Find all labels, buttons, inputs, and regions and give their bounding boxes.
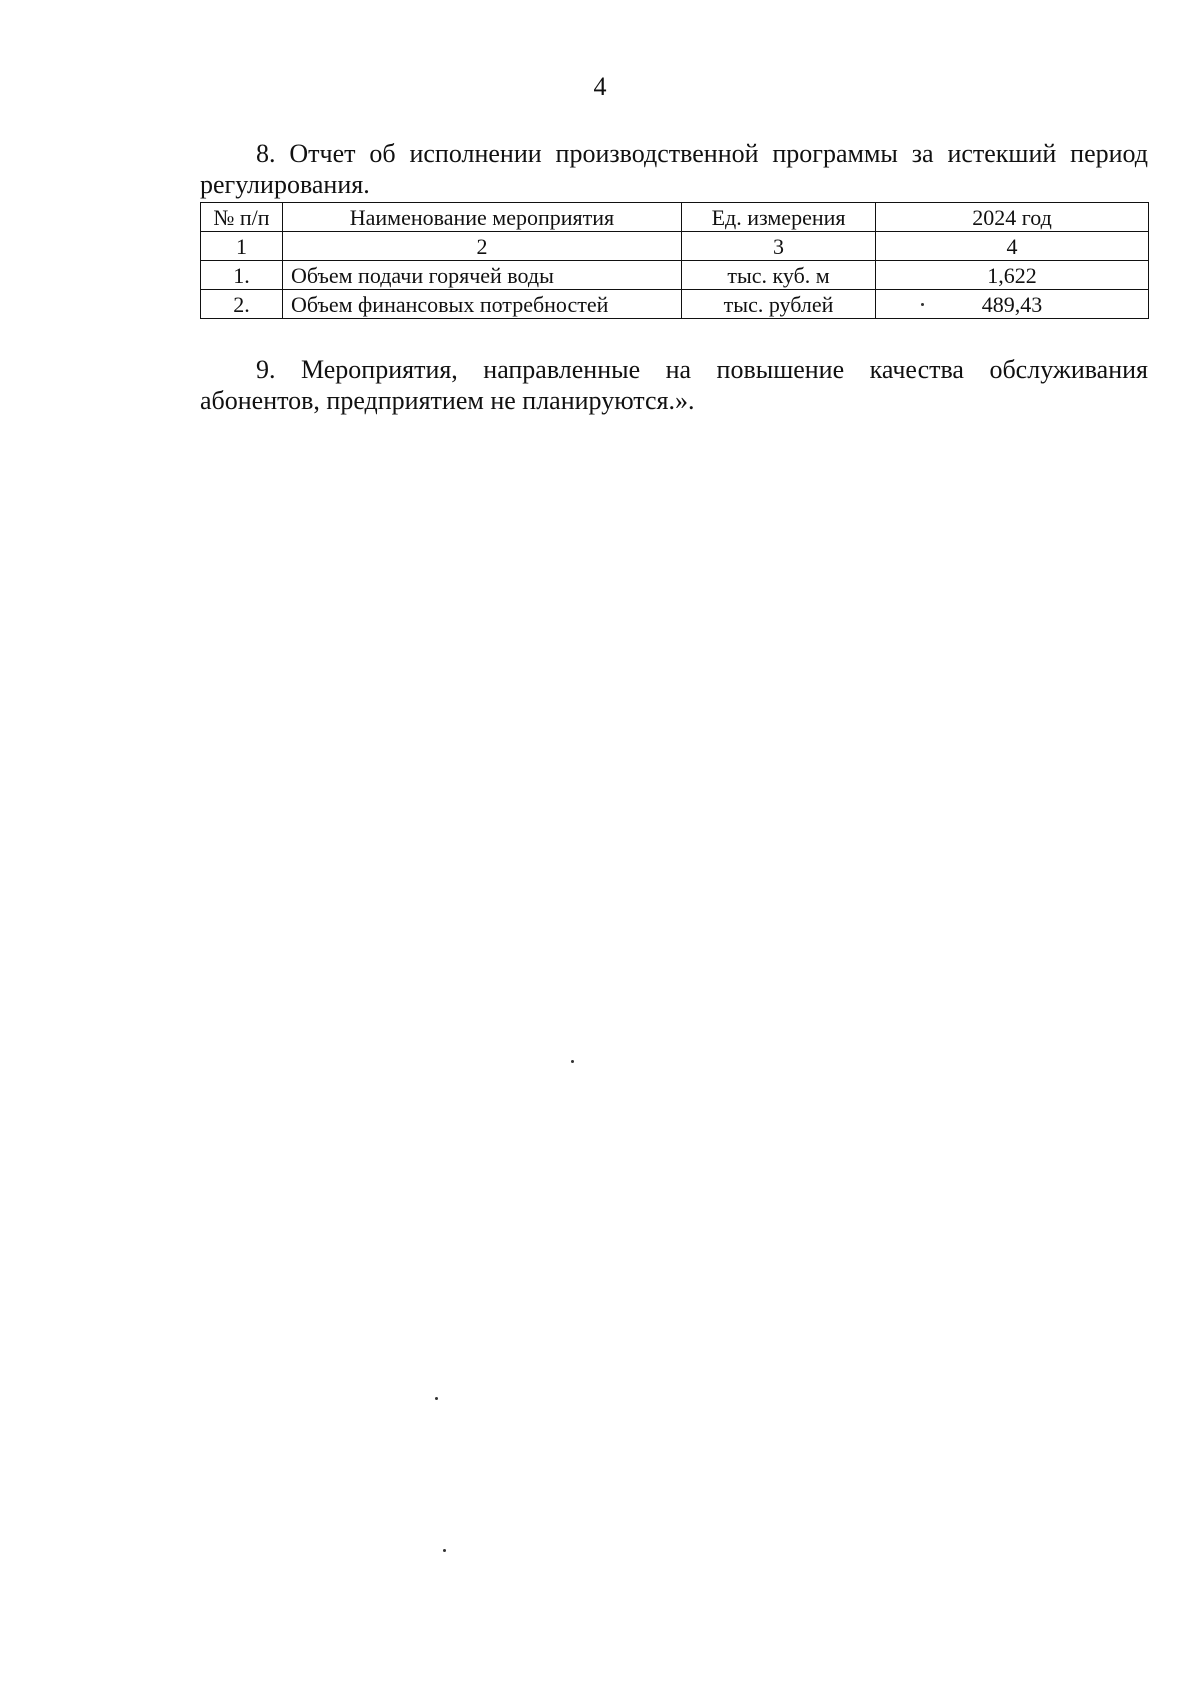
scan-speck <box>443 1549 446 1552</box>
header-cell-year: 2024 год <box>876 203 1149 232</box>
row-number-cell: 1. <box>201 261 283 290</box>
row-value-cell: 489,43 <box>876 290 1149 319</box>
section-9-paragraph <box>200 354 1148 416</box>
scan-speck <box>571 1060 574 1063</box>
table-row <box>201 261 1149 290</box>
row-name-cell: Объем подачи горячей воды <box>282 261 681 290</box>
table-row <box>201 290 1149 319</box>
row-value-cell: 1,622 <box>876 261 1149 290</box>
column-number-cell: 2 <box>282 232 681 261</box>
column-number-cell: 3 <box>681 232 875 261</box>
header-cell-unit: Ед. измерения <box>681 203 875 232</box>
table-column-numbers-row <box>201 232 1149 261</box>
production-program-report-table <box>200 202 1149 319</box>
row-number-cell: 2. <box>201 290 283 319</box>
row-name-cell: Объем финансовых потребностей <box>282 290 681 319</box>
scan-speck <box>435 1397 438 1400</box>
column-number-cell: 1 <box>201 232 283 261</box>
scan-speck <box>921 303 924 306</box>
section-9-text: 9. Мероприятия, направленные на повышение качества обслуживания абонентов, предприятием не планируются.». <box>200 355 1148 415</box>
section-8-text: 8. Отчет об исполнении производственной программы за истекший период регулирования. <box>200 139 1148 199</box>
header-cell-name: Наименование мероприятия <box>282 203 681 232</box>
header-cell-number: № п/п <box>201 203 283 232</box>
page-number: 4 <box>593 72 607 101</box>
column-number-cell: 4 <box>876 232 1149 261</box>
table-header-row <box>201 203 1149 232</box>
section-8-paragraph <box>200 138 1148 200</box>
row-unit-cell: тыс. куб. м <box>681 261 875 290</box>
row-unit-cell: тыс. рублей <box>681 290 875 319</box>
